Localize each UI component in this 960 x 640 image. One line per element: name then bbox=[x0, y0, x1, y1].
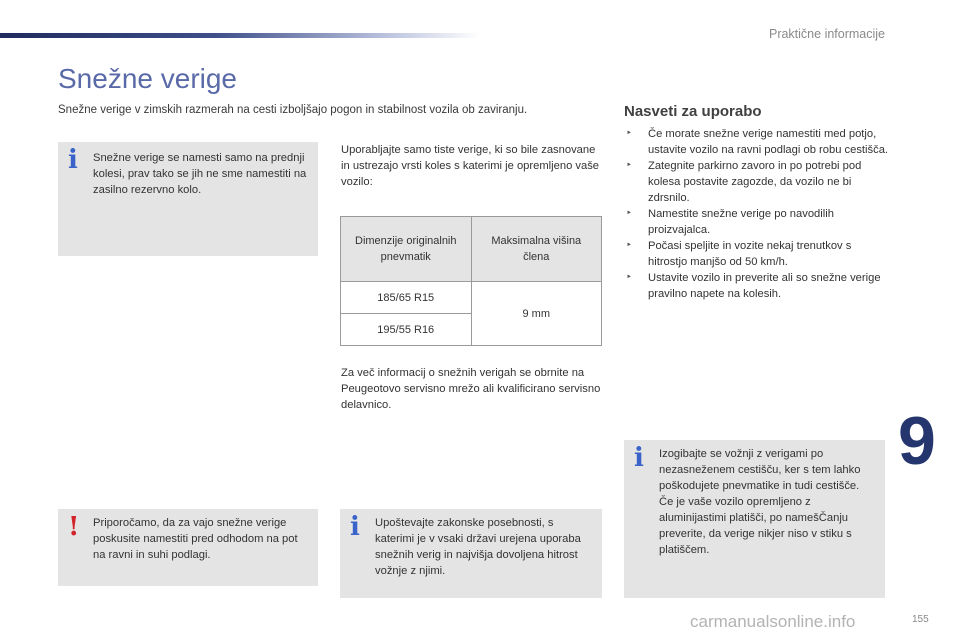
list-item bbox=[624, 238, 889, 270]
list-item bbox=[624, 126, 889, 158]
info-box-aluminium-rims bbox=[624, 440, 885, 598]
bullet-icon: ‣ bbox=[626, 208, 632, 219]
info-icon: i bbox=[68, 145, 78, 175]
bullet-icon: ‣ bbox=[626, 160, 632, 171]
list-item bbox=[624, 206, 889, 238]
table-header-link-height: Maksimalna višina člena bbox=[471, 217, 602, 282]
more-info-paragraph: Za več informacij o snežnih verigah se obrnite na Peugeotovo servisno mrežo ali kvalificirano servisno delavnico. bbox=[341, 367, 601, 411]
info-icon: i bbox=[350, 512, 360, 542]
list-item bbox=[624, 158, 889, 206]
intro-text: Snežne verige v zimskih razmerah na cesti izboljšajo pogon in stabilnost vozila ob zaviranju. bbox=[58, 104, 528, 116]
table-cell-link-height: 9 mm bbox=[471, 282, 602, 346]
table-header-row bbox=[341, 217, 602, 282]
header-accent-bar bbox=[0, 33, 480, 38]
tip-text: Zategnite parkirno zavoro in po potrebi pod kolesa postavite zagozde, da vozilo ne bi zdrsnilo. bbox=[648, 160, 862, 204]
table-row bbox=[341, 282, 602, 314]
info-box-text: Izogibajte se vožnji z verigami po nezasneženem cestišču, ker s tem lahko poškodujete pnevmatike in tudi cestišče. Če je vaše vozilo opremljeno z aluminijastimi platišči, po namešČanju preverite, da verige nikjer niso v stiku s platiščem. bbox=[659, 448, 861, 556]
warning-box-text: Priporočamo, da za vajo snežne verige poskusite namestiti pred odhodom na pot na ravni in suhi podlagi. bbox=[93, 517, 298, 561]
warning-icon: ! bbox=[68, 512, 80, 542]
info-icon: i bbox=[634, 443, 644, 473]
tips-list bbox=[624, 126, 889, 302]
table-header-tyre: Dimenzije originalnih pnevmatik bbox=[341, 217, 472, 282]
info-box-text: Upoštevajte zakonske posebnosti, s katerimi je v vsaki državi urejena uporaba snežnih verig in najvišja dovoljena hitrost vožnje z njimi. bbox=[375, 517, 581, 577]
watermark: carmanualsonline.info bbox=[690, 612, 856, 631]
tip-text: Če morate snežne verige namestiti med potjo, ustavite vozilo na ravni podlagi ob robu cestišča. bbox=[648, 128, 889, 156]
tip-text: Počasi speljite in vozite nekaj trenutkov s hitrostjo manjšo od 50 km/h. bbox=[648, 240, 852, 268]
chapter-title: Praktične informacije bbox=[768, 27, 885, 41]
info-box-legal bbox=[340, 509, 602, 598]
chapter-number: 9 bbox=[898, 403, 936, 479]
list-item bbox=[624, 270, 889, 302]
tip-text: Ustavite vozilo in preverite ali so snežne verige pravilno napete na kolesih. bbox=[648, 272, 881, 300]
page-number: 155 bbox=[912, 614, 929, 625]
info-box-text: Snežne verige se namesti samo na prednji kolesi, prav tako se jih ne sme namestiti na zasilno rezervno kolo. bbox=[93, 152, 307, 196]
chain-spec-table bbox=[340, 216, 602, 346]
tip-text: Namestite snežne verige po navodilih proizvajalca. bbox=[648, 208, 834, 236]
page-title: Snežne verige bbox=[58, 63, 238, 94]
warning-box-practice bbox=[58, 509, 318, 586]
info-box-front-wheels bbox=[58, 142, 318, 256]
tips-title: Nasveti za uporabo bbox=[624, 103, 762, 120]
bullet-icon: ‣ bbox=[626, 128, 632, 139]
bullet-icon: ‣ bbox=[626, 272, 632, 283]
table-cell-tyre: 185/65 R15 bbox=[341, 282, 472, 314]
table-cell-tyre: 195/55 R16 bbox=[341, 314, 472, 346]
usage-paragraph: Uporabljajte samo tiste verige, ki so bile zasnovane in ustrezajo vrsti koles s katerimi je opremljeno vaše vozilo: bbox=[341, 144, 600, 188]
bullet-icon: ‣ bbox=[626, 240, 632, 251]
